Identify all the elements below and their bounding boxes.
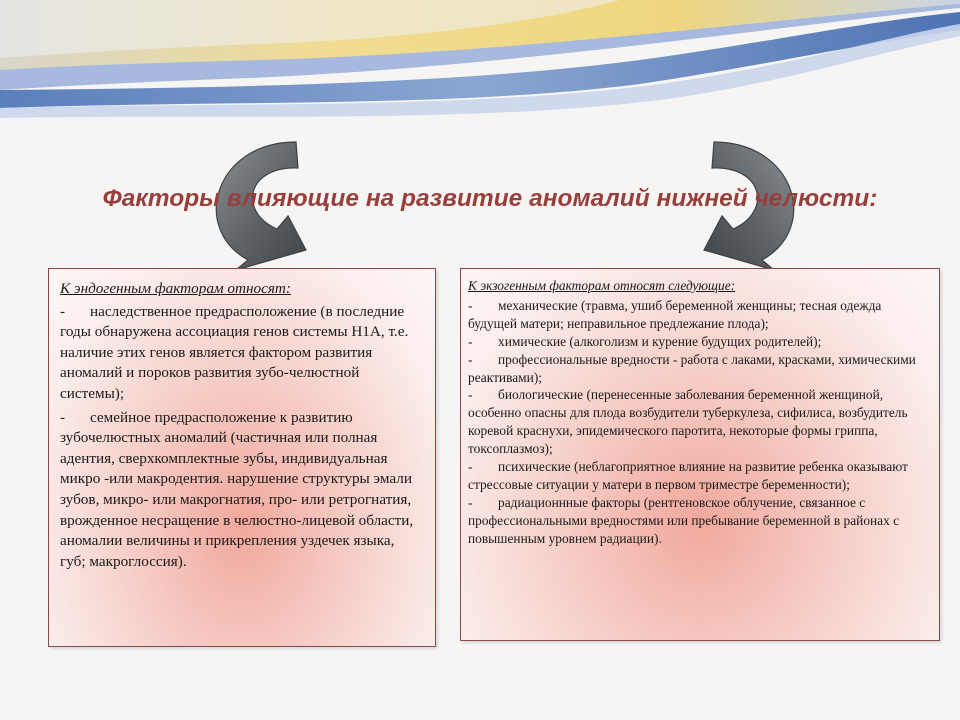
list-marker: - — [468, 351, 473, 367]
endogenous-heading: К эндогенным факторам относят: — [60, 280, 291, 297]
list-item-text: наследственное предрасположение (в последние годы обнаружена ассоциация генов системы Н1А, т.е. наличие этих генов является фактором развития аномалий и пороков развития зубо-челюстной системы); — [60, 302, 409, 402]
list-item-text: механические (травма, ушиб беременной женщины; тесная одежда будущей матери; неправильное предлежание плода); — [468, 297, 882, 331]
list-marker: - — [468, 494, 473, 510]
list-marker: - — [468, 459, 473, 475]
slide-title: Факторы влияющие на развитие аномалий нижней челюсти: — [102, 185, 878, 212]
list-marker: - — [60, 302, 66, 320]
list-item — [468, 351, 931, 387]
list-marker: - — [468, 297, 473, 313]
exogenous-heading: К экзогенным факторам относят следующие: — [468, 278, 736, 293]
exogenous-factors-box — [460, 268, 940, 641]
list-item — [60, 302, 423, 405]
endogenous-factors-box — [48, 268, 436, 647]
list-item-text: психические (неблагоприятное влияние на развитие ребенка оказывают стрессовые ситуации у матери в первом триместре беременности); — [468, 459, 908, 492]
list-item — [468, 458, 931, 494]
list-marker: - — [468, 387, 473, 403]
list-item — [468, 494, 931, 548]
list-item-text: химические (алкоголизм и курение будущих родителей); — [498, 333, 822, 349]
list-item — [468, 386, 931, 458]
list-item-text: профессиональные вредности - работа с лаками, красками, химическими реактивами); — [468, 351, 916, 385]
list-item-text: биологические (перенесенные заболевания беременной женщиной, особенно опасны для плода возбудители туберкулеза, сифилиса, возбудитель коревой краснухи, эпидемического паротита, некоторые формы гриппа, токсоплазмоз); — [468, 387, 908, 457]
list-item — [60, 408, 423, 573]
list-item-text: радиационнные факторы (рентгеновское облучение, связанное с профессиональными вредностями или пребывание беременной в районах с повышенным уровнем радиации). — [468, 494, 900, 546]
list-marker: - — [468, 333, 473, 349]
list-item — [468, 333, 931, 351]
list-item-text: семейное предрасположение к развитию зубочелюстных аномалий (частичная или полная адентия, сверхкомплектные зубы, индивидуальная микро -или макродентия. нарушение структуры эмали зубов, микро- или макрогнатия, про- или ретрогнатия, врожденное несращение в челюстно-лицевой области, аномалии величины и прикрепления уздечек языка, губ; макроглоссия). — [60, 408, 414, 570]
list-marker: - — [60, 408, 66, 426]
list-item — [468, 297, 931, 333]
top-banner-wave — [0, 0, 960, 118]
